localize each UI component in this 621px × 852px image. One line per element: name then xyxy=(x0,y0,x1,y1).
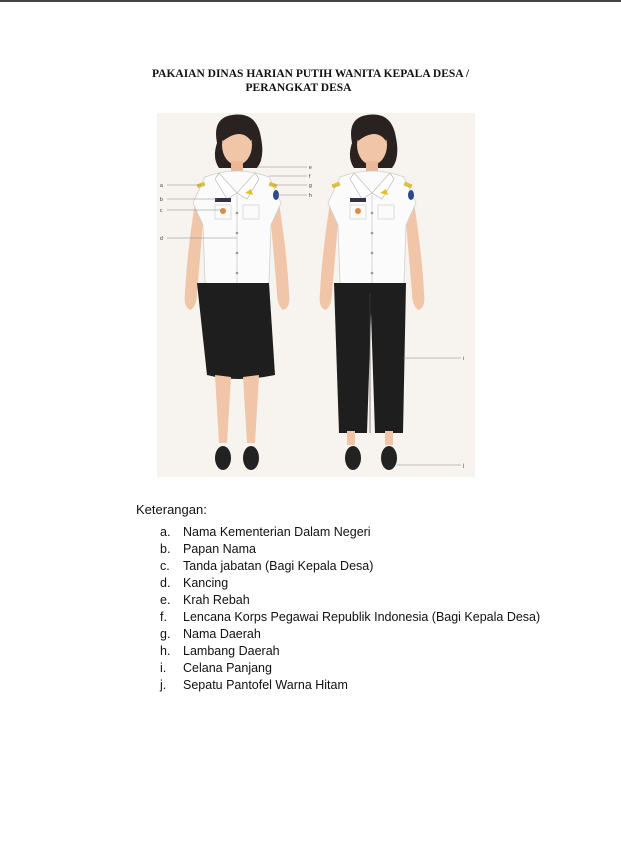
list-item-text: Kancing xyxy=(183,576,229,590)
callout-i: i xyxy=(463,356,465,362)
callout-j: j xyxy=(463,463,465,469)
callout-e: e xyxy=(309,165,312,171)
keterangan-heading: Keterangan: xyxy=(136,502,207,517)
list-item-text: Krah Rebah xyxy=(183,593,250,607)
list-item-letter: f. xyxy=(160,610,167,624)
figure-skirt-version xyxy=(185,114,290,470)
document-title-line1: PAKAIAN DINAS HARIAN PUTIH WANITA KEPALA DESA / xyxy=(151,68,470,80)
list-item-letter: g. xyxy=(160,627,171,641)
list-item-text: Papan Nama xyxy=(183,542,256,556)
list-item-letter: j. xyxy=(160,678,167,692)
list-item-text: Lambang Daerah xyxy=(183,644,280,658)
callout-g: g xyxy=(309,183,312,189)
list-item-text: Lencana Korps Pegawai Republik Indonesia (Bagi Kepala Desa) xyxy=(183,610,541,624)
list-item-letter: a. xyxy=(160,525,171,539)
list-item-letter: i. xyxy=(160,661,167,675)
list-item-text: Nama Daerah xyxy=(183,627,261,641)
list-item-letter: h. xyxy=(160,644,171,658)
list-item-letter: c. xyxy=(160,559,170,573)
list-item-text: Tanda jabatan (Bagi Kepala Desa) xyxy=(183,559,374,573)
callout-f: f xyxy=(309,174,311,180)
list-item-text: Sepatu Pantofel Warna Hitam xyxy=(183,678,348,692)
figure-trousers-version xyxy=(320,114,425,470)
callout-a: a xyxy=(160,183,163,189)
document-title-line2: PERANGKAT DESA xyxy=(245,82,352,94)
callout-c: c xyxy=(160,208,163,214)
callout-d: d xyxy=(160,236,163,242)
callout-b: b xyxy=(160,197,163,203)
uniform-illustration xyxy=(157,113,475,477)
list-item-letter: e. xyxy=(160,593,171,607)
list-item-text: Nama Kementerian Dalam Negeri xyxy=(183,525,371,539)
page-top-border xyxy=(0,0,621,2)
list-item-letter: b. xyxy=(160,542,171,556)
callout-h: h xyxy=(309,193,312,199)
list-item-letter: d. xyxy=(160,576,171,590)
list-item-text: Celana Panjang xyxy=(183,661,272,675)
